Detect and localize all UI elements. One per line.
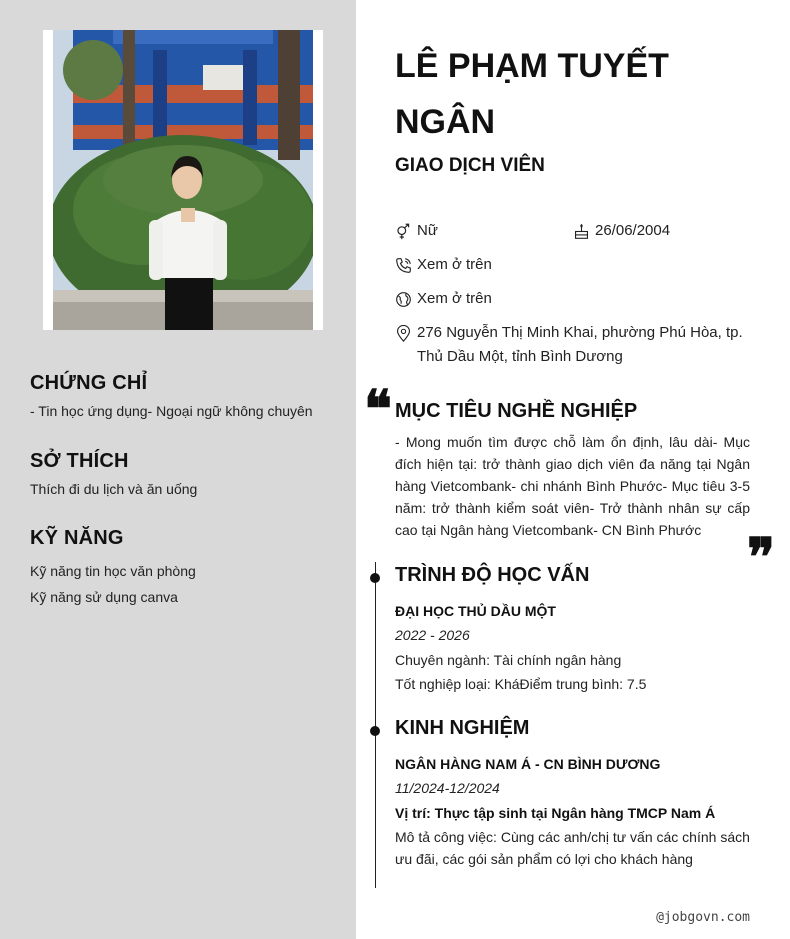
phone-icon (395, 253, 413, 277)
experience-period: 11/2024-12/2024 (395, 780, 500, 796)
globe-icon (395, 287, 413, 311)
job-title: GIAO DỊCH VIÊN (395, 155, 545, 176)
education-title: TRÌNH ĐỘ HỌC VẤN (395, 564, 590, 586)
gender-value: Nữ (417, 222, 438, 239)
education-major: Chuyên ngành: Tài chính ngân hàng (395, 652, 622, 668)
hobbies-title: SỞ THÍCH (30, 450, 129, 472)
timeline-dot (370, 726, 380, 736)
experience-company: NGÂN HÀNG NAM Á - CN BÌNH DƯƠNG (395, 756, 661, 772)
birthday-value: 26/06/2004 (595, 222, 671, 239)
birthday-row (573, 219, 670, 243)
location-pin-icon (395, 321, 413, 345)
skill-item: Kỹ năng tin học văn phòng (30, 563, 196, 579)
certificates-section (30, 372, 330, 421)
quote-open-icon: ❝ (364, 379, 392, 440)
hobbies-section (30, 450, 330, 499)
education-period: 2022 - 2026 (395, 627, 470, 643)
objective-text: - Mong muốn tìm được chỗ làm ổn định, lâu dài- Mục đích hiện tại: trở thành giao dịch viên đa năng tại Ngân hàng Vietcombank- chi nhánh Bình Phước- Mục tiêu 3-5 năm: trở thành kiểm soát viên- Trở thành nhân sự cấp cao tại Ngân hàng Vietcombank- CN Bình Phước (395, 434, 750, 538)
experience-title: KINH NGHIỆM (395, 717, 530, 739)
website-value: Xem ở trên (417, 290, 492, 307)
experience-entry (395, 752, 755, 870)
sidebar (0, 0, 356, 939)
phone-value: Xem ở trên (417, 256, 492, 273)
portrait-image (53, 30, 313, 330)
hobbies-text: Thích đi du lịch và ăn uống (30, 481, 198, 497)
education-school: ĐẠI HỌC THỦ DẦU MỘT (395, 603, 556, 619)
watermark: @jobgovn.com (656, 910, 750, 925)
skills-title: KỸ NĂNG (30, 527, 124, 549)
address-row (395, 321, 745, 369)
quote-close-icon: ❞ (747, 527, 775, 588)
main-content (356, 0, 790, 939)
certificates-text: - Tin học ứng dụng- Ngoại ngữ không chuyên (30, 403, 313, 419)
skills-list (30, 558, 330, 610)
gender-row (395, 219, 438, 243)
cake-icon (573, 219, 591, 243)
address-value: 276 Nguyễn Thị Minh Khai, phường Phú Hòa, tp. Thủ Dầu Một, tỉnh Bình Dương (417, 324, 743, 365)
skill-item: Kỹ năng sử dụng canva (30, 589, 178, 605)
phone-row (395, 253, 492, 277)
certificates-title: CHỨNG CHỈ (30, 372, 148, 394)
objective-title: MỤC TIÊU NGHỀ NGHIỆP (395, 400, 638, 422)
experience-description: Mô tả công việc: Cùng các anh/chị tư vấn các chính sách ưu đãi, các gói sản phẩm có lợi cho khách hàng (395, 829, 750, 867)
profile-photo (43, 30, 323, 330)
timeline-line (375, 562, 376, 888)
education-entry (395, 599, 755, 696)
gender-icon (395, 219, 413, 243)
skills-section (30, 527, 330, 610)
full-name: LÊ PHẠM TUYẾT NGÂN (395, 47, 669, 141)
education-grade: Tốt nghiệp loại: KháĐiểm trung bình: 7.5 (395, 676, 647, 692)
website-row (395, 287, 492, 311)
experience-position: Vị trí: Thực tập sinh tại Ngân hàng TMCP Nam Á (395, 805, 716, 821)
timeline-dot (370, 573, 380, 583)
